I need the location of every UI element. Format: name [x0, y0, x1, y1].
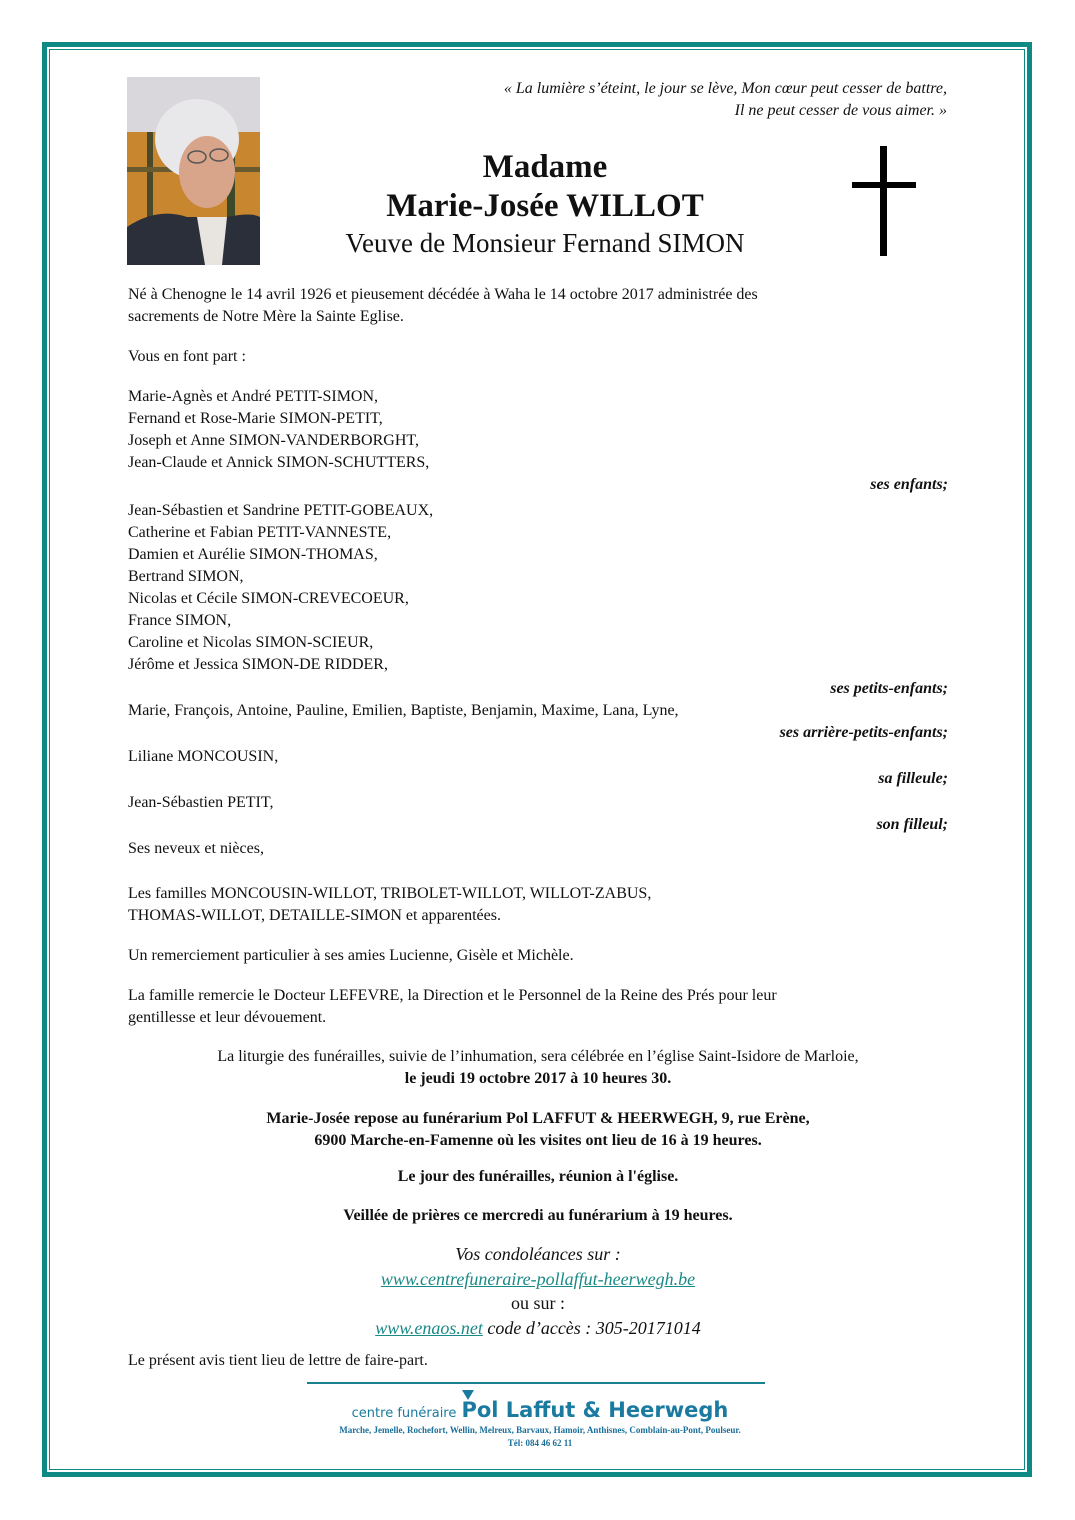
- thanks-friends: Un remerciement particulier à ses amies Lucienne, Gisèle et Michèle.: [128, 947, 574, 964]
- funerarium-line-1: Marie-Josée repose au funérarium Pol LAFFUT & HEERWEGH, 9, rue Erène,: [266, 1110, 810, 1127]
- goddaughter-label: sa filleule;: [878, 770, 948, 787]
- grandchild-name: Bertrand SIMON,: [128, 568, 244, 585]
- godson-label: son filleul;: [876, 816, 948, 833]
- thanks-staff-line-1: La famille remercie le Docteur LEFEVRE, la Direction et le Personnel de la Reine des Prés pour leur: [128, 987, 777, 1004]
- grandchild-name: Damien et Aurélie SIMON-THOMAS,: [128, 546, 378, 563]
- notice: Le présent avis tient lieu de lettre de faire-part.: [128, 1352, 428, 1369]
- portrait-illustration: [127, 77, 260, 265]
- nephews: Ses neveux et nièces,: [128, 840, 264, 857]
- grandchildren-label: ses petits-enfants;: [830, 680, 948, 697]
- logo-small-text: centre funéraire: [351, 1406, 457, 1421]
- condolences-link-1[interactable]: www.centrefuneraire-pollaffut-heerwegh.be: [380, 1268, 696, 1289]
- condolences: [128, 1242, 948, 1340]
- grandchild-name: Jérôme et Jessica SIMON-DE RIDDER,: [128, 656, 388, 673]
- families-line-2: THOMAS-WILLOT, DETAILLE-SIMON et apparentées.: [128, 907, 501, 924]
- vigil: Veillée de prières ce mercredi au funérarium à 19 heures.: [343, 1207, 733, 1224]
- footer-divider: [307, 1382, 765, 1384]
- funerarium: [128, 1108, 948, 1152]
- quote: [504, 78, 947, 122]
- quote-line-1: « La lumière s’éteint, le jour se lève, Mon cœur peut cesser de battre,: [503, 80, 947, 97]
- grandchild-name: Catherine et Fabian PETIT-VANNESTE,: [128, 524, 392, 541]
- widow-of: Veuve de Monsieur Fernand SIMON: [345, 228, 745, 258]
- funeral-home-logo: [300, 1398, 780, 1422]
- liturgy-line-1: La liturgie des funérailles, suivie de l’inhumation, sera célébrée en l’église Saint-Isidore de Marloie,: [217, 1048, 859, 1065]
- intro-line-1: Né à Chenogne le 14 avril 1926 et pieusement décédée à Waha le 14 octobre 2017 administrée des: [128, 286, 758, 303]
- families-paragraph: [128, 883, 948, 927]
- condolences-intro: Vos condoléances sur :: [455, 1244, 621, 1264]
- godson-name: Jean-Sébastien PETIT,: [128, 794, 274, 811]
- condolences-link-2[interactable]: www.enaos.net: [375, 1317, 483, 1338]
- logo-big-text: Pol Laffut & Heerwegh: [461, 1398, 729, 1422]
- funerarium-line-2: 6900 Marche-en-Famenne où les visites ont lieu de 16 à 19 heures.: [314, 1132, 762, 1149]
- children-list: [128, 386, 948, 496]
- grandchild-name: Nicolas et Cécile SIMON-CREVECOEUR,: [128, 590, 409, 607]
- goddaughter-name: Liliane MONCOUSIN,: [128, 748, 279, 765]
- salutation: Madame: [482, 149, 608, 185]
- great-grandchildren-label: ses arrière-petits-enfants;: [779, 724, 948, 741]
- liturgy: [128, 1046, 948, 1090]
- children-label: ses enfants;: [870, 476, 948, 493]
- meeting: Le jour des funérailles, réunion à l'église.: [397, 1168, 679, 1185]
- grandchild-name: Jean-Sébastien et Sandrine PETIT-GOBEAUX,: [128, 502, 434, 519]
- families-line-1: Les familles MONCOUSIN-WILLOT, TRIBOLET-WILLOT, WILLOT-ZABUS,: [128, 885, 652, 902]
- intro-paragraph: [128, 284, 948, 328]
- logo-phone: Tél: 084 46 62 11: [507, 1438, 573, 1448]
- child-name: Jean-Claude et Annick SIMON-SCHUTTERS,: [128, 454, 430, 471]
- liturgy-date: le jeudi 19 octobre 2017 à 10 heures 30.: [404, 1070, 672, 1087]
- cross-icon: [850, 146, 918, 258]
- child-name: Joseph et Anne SIMON-VANDERBORGHT,: [128, 432, 419, 449]
- thanks-staff-line-2: gentillesse et leur dévouement.: [128, 1009, 327, 1026]
- grandchildren-list: [128, 500, 948, 860]
- thanks-staff: [128, 985, 948, 1029]
- title-block: [310, 148, 780, 260]
- announce: Vous en font part :: [128, 348, 246, 365]
- portrait-photo: [127, 77, 260, 265]
- child-name: Marie-Agnès et André PETIT-SIMON,: [128, 388, 379, 405]
- logo-towns: Marche, Jemelle, Rochefort, Wellin, Melreux, Barvaux, Hamoir, Anthisnes, Comblain-au-Pont, Poulseur.: [339, 1425, 741, 1435]
- great-grandchildren-names: Marie, François, Antoine, Pauline, Emilien, Baptiste, Benjamin, Maxime, Lana, Lyne,: [128, 702, 679, 719]
- deceased-name: Marie-Josée WILLOT: [386, 188, 704, 224]
- quote-line-2: Il ne peut cesser de vous aimer. »: [734, 102, 947, 119]
- condolences-or: ou sur :: [511, 1293, 565, 1313]
- child-name: Fernand et Rose-Marie SIMON-PETIT,: [128, 410, 383, 427]
- intro-line-2: sacrements de Notre Mère la Sainte Eglise.: [128, 308, 404, 325]
- access-code: code d’accès : 305-20171014: [487, 1317, 701, 1338]
- grandchild-name: France SIMON,: [128, 612, 232, 629]
- grandchild-name: Caroline et Nicolas SIMON-SCIEUR,: [128, 634, 374, 651]
